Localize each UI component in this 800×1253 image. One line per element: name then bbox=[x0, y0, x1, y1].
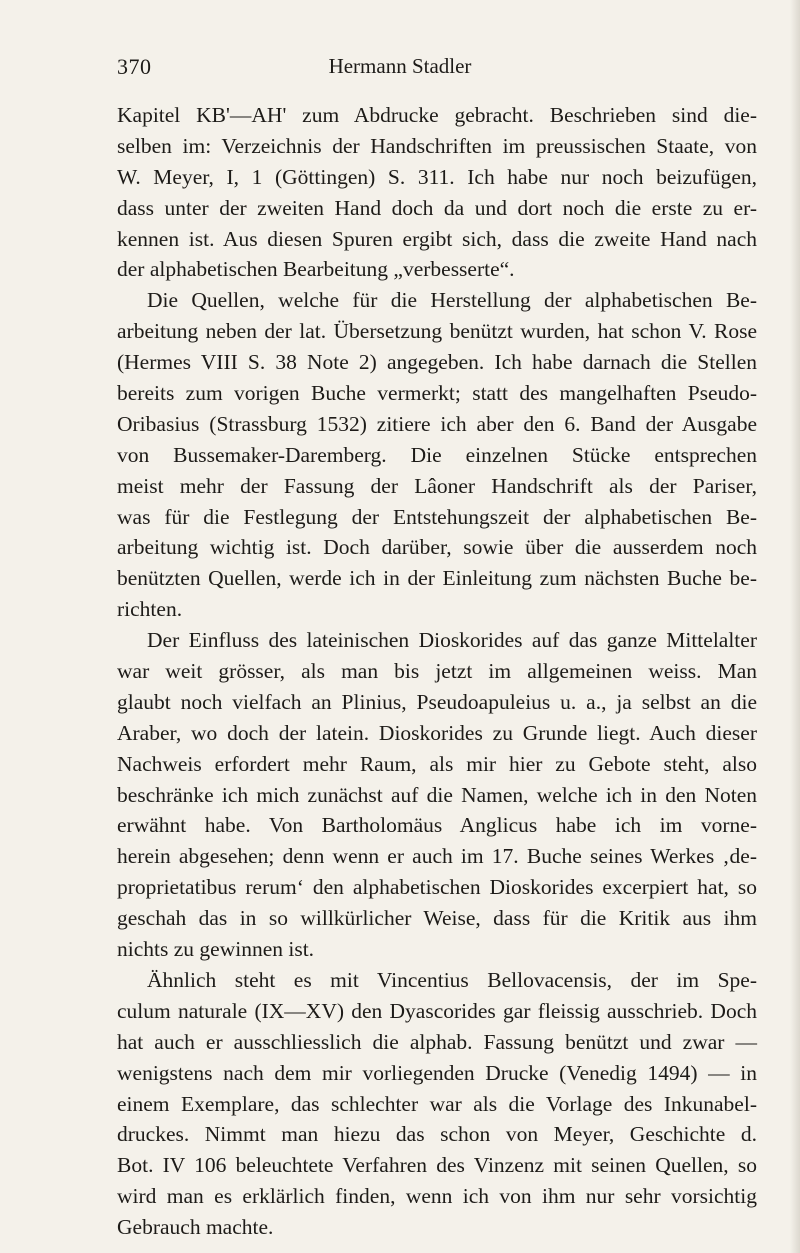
text-line: von Bussemaker-Daremberg. Die einzelnen Stücke entsprechen bbox=[117, 442, 757, 467]
text-line: dass unter der zweiten Hand doch da und dort noch die erste zu er- bbox=[117, 195, 757, 220]
text-line: meist mehr der Fassung der Lâoner Handschrift als der Pariser, bbox=[117, 473, 757, 498]
text-line: geschah das in so willkürlicher Weise, dass für die Kritik aus ihm bbox=[117, 906, 757, 931]
page-edge-shadow bbox=[790, 0, 800, 1253]
text-line: proprietatibus rerum‘ den alphabetischen Dioskorides excerpiert hat, so bbox=[117, 875, 757, 900]
text-line: arbeitung wichtig ist. Doch darüber, sowie über die ausserdem noch bbox=[117, 535, 757, 560]
text-line: Gebrauch machte. bbox=[117, 1215, 274, 1240]
body-text bbox=[117, 100, 757, 1243]
text-line: erwähnt habe. Von Bartholomäus Anglicus habe ich im vorne- bbox=[117, 813, 757, 838]
text-line: culum naturale (IX—XV) den Dyascorides gar fleissig ausschrieb. Doch bbox=[117, 998, 757, 1023]
text-line: wenigstens nach dem mir vorliegenden Drucke (Venedig 1494) — in bbox=[117, 1060, 757, 1085]
text-line: der alphabetischen Bearbeitung „verbesserte“. bbox=[117, 257, 515, 282]
text-line: benützten Quellen, werde ich in der Einleitung zum nächsten Buche be- bbox=[117, 566, 757, 591]
text-line: druckes. Nimmt man hiezu das schon von Meyer, Geschichte d. bbox=[117, 1122, 757, 1147]
text-line: W. Meyer, I, 1 (Göttingen) S. 311. Ich habe nur noch beizufügen, bbox=[117, 164, 757, 189]
text-line: Der Einfluss des lateinischen Dioskorides auf das ganze Mittelalter bbox=[147, 628, 757, 653]
text-line: nichts zu gewinnen ist. bbox=[117, 937, 315, 962]
page-header bbox=[0, 54, 800, 94]
text-line: bereits zum vorigen Buche vermerkt; statt des mangelhaften Pseudo- bbox=[117, 381, 757, 406]
text-line: Bot. IV 106 beleuchtete Verfahren des Vinzenz mit seinen Quellen, so bbox=[117, 1153, 757, 1178]
page-number: 370 bbox=[117, 54, 152, 79]
text-line: hat auch er ausschliesslich die alphab. Fassung benützt und zwar — bbox=[117, 1029, 757, 1054]
text-line: richten. bbox=[117, 597, 183, 622]
text-line: Kapitel KB'—AH' zum Abdrucke gebracht. Beschrieben sind die- bbox=[117, 103, 757, 127]
text-line: Die Quellen, welche für die Herstellung der alphabetischen Be- bbox=[147, 288, 757, 313]
text-line: selben im: Verzeichnis der Handschriften im preussischen Staate, von bbox=[117, 133, 757, 158]
text-line: herein abgesehen; denn wenn er auch im 17. Buche seines Werkes ‚de- bbox=[117, 844, 757, 869]
text-line: arbeitung neben der lat. Übersetzung benützt wurden, hat schon V. Rose bbox=[117, 319, 757, 344]
text-line: Nachweis erfordert mehr Raum, als mir hier zu Gebote steht, also bbox=[117, 751, 757, 776]
text-line: Oribasius (Strassburg 1532) zitiere ich aber den 6. Band der Ausgabe bbox=[117, 411, 757, 436]
text-line: beschränke ich mich zunächst auf die Namen, welche ich in den Noten bbox=[117, 782, 757, 807]
text-line: kennen ist. Aus diesen Spuren ergibt sich, dass die zweite Hand nach bbox=[117, 226, 757, 251]
text-line: Araber, wo doch der latein. Dioskorides zu Grunde liegt. Auch dieser bbox=[117, 720, 757, 745]
text-line: einem Exemplare, das schlechter war als die Vorlage des Inkunabel- bbox=[117, 1091, 757, 1116]
running-title: Hermann Stadler bbox=[328, 54, 472, 78]
text-line: (Hermes VIII S. 38 Note 2) angegeben. Ich habe darnach die Stellen bbox=[117, 350, 757, 375]
text-line: glaubt noch vielfach an Plinius, Pseudoapuleius u. a., ja selbst an die bbox=[117, 689, 757, 714]
text-line: was für die Festlegung der Entstehungszeit der alphabetischen Be- bbox=[117, 504, 757, 529]
text-line: wird man es erklärlich finden, wenn ich von ihm nur sehr vorsichtig bbox=[117, 1184, 757, 1209]
text-line: Ähnlich steht es mit Vincentius Bellovacensis, der im Spe- bbox=[147, 967, 757, 992]
text-line: war weit grösser, als man bis jetzt im allgemeinen weiss. Man bbox=[117, 659, 757, 684]
